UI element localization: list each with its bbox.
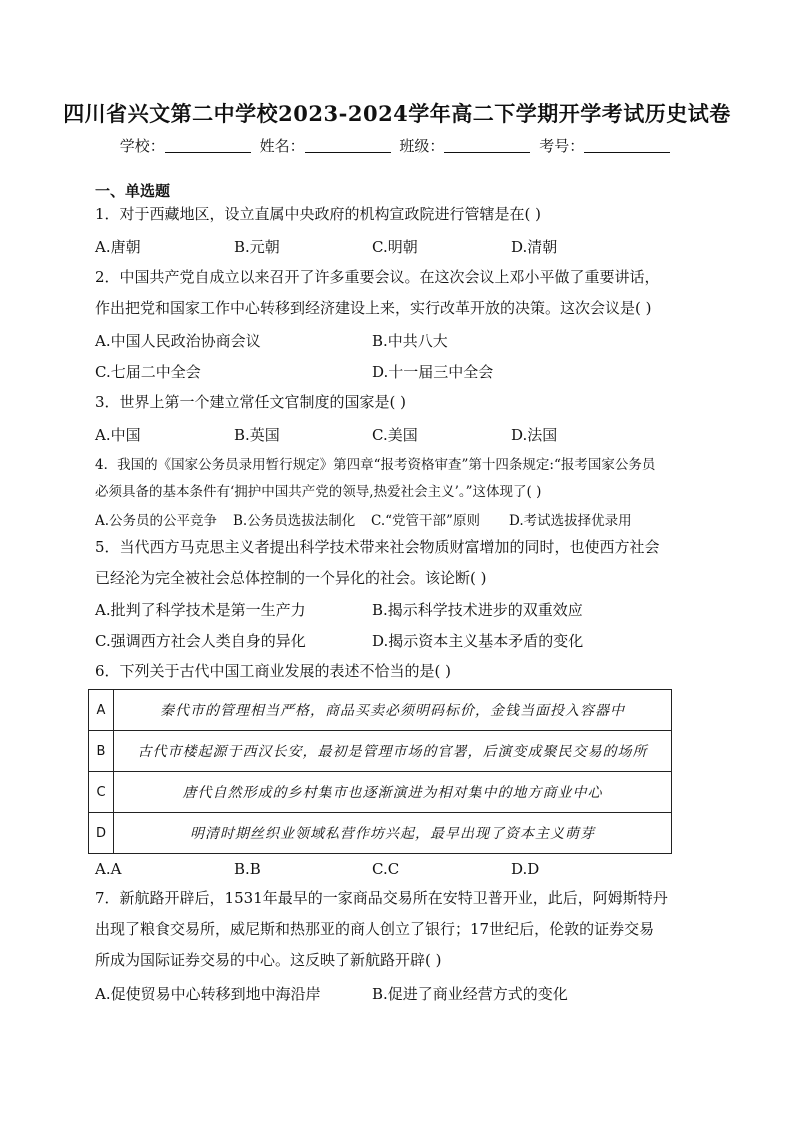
q3-option-b[interactable]: B.英国 [234,426,280,444]
q6-option-a[interactable]: A.A [95,860,122,878]
table-row-label: D [89,813,114,854]
exam-number-label: 考号： [539,137,585,155]
q4-option-a[interactable]: A.公务员的公平竞争 [95,513,218,529]
table-row [89,772,672,813]
question-7-stem-line-3: 所成为国际证券交易的中心。这反映了新航路开辟( ) [95,951,442,969]
school-label: 学校： [119,137,165,155]
table-row-text: 古代市楼起源于西汉长安，最初是管理市场的官署，后演变成聚民交易的场所 [114,731,672,772]
q3-option-c[interactable]: C.美国 [372,426,418,444]
name-blank[interactable] [305,138,391,153]
question-4-stem-line-1: 4．我国的《国家公务员录用暂行规定》第四章“报考资格审查”第十四条规定:“报考国家公务员 [95,457,656,473]
q4-option-c[interactable]: C.“党管干部”原则 [371,513,480,529]
table-row [89,813,672,854]
question-7-stem-line-2: 出现了粮食交易所，威尼斯和热那亚的商人创立了银行；17世纪后，伦敦的证券交易 [95,920,655,938]
q3-option-d[interactable]: D.法国 [511,426,558,444]
table-row [89,690,672,731]
q6-option-b[interactable]: B.B [234,860,261,878]
q5-option-c[interactable]: C.强调西方社会人类自身的异化 [95,632,306,650]
q2-option-d[interactable]: D.十一届三中全会 [372,363,494,381]
question-5-stem-line-2: 已经沦为完全被社会总体控制的一个异化的社会。该论断( ) [95,569,487,587]
q2-option-a[interactable]: A.中国人民政治协商会议 [95,332,261,350]
q2-option-b[interactable]: B.中共八大 [372,332,448,350]
q4-option-b[interactable]: B.公务员选拔法制化 [233,513,356,529]
school-blank[interactable] [165,138,251,153]
table-row-text: 明清时期丝织业领域私营作坊兴起，最早出现了资本主义萌芽 [114,813,672,854]
question-3-stem: 3．世界上第一个建立常任文官制度的国家是( ) [95,393,407,411]
question-2-stem-line-1: 2．中国共产党自成立以来召开了许多重要会议。在这次会议上邓小平做了重要讲话， [95,268,660,286]
table-row-text: 秦代市的管理相当严格，商品买卖必须明码标价，金钱当面投入容器中 [114,690,672,731]
table-row [89,731,672,772]
q1-option-d[interactable]: D.清朝 [511,238,558,256]
q3-option-a[interactable]: A.中国 [95,426,141,444]
q1-option-b[interactable]: B.元朝 [234,238,280,256]
question-4-stem-line-2: 必须具备的基本条件有‘拥护中国共产党的领导,热爱社会主义’。”这体现了( ) [95,484,542,500]
q2-option-c[interactable]: C.七届二中全会 [95,363,201,381]
table-row-text: 唐代自然形成的乡村集市也逐渐演进为相对集中的地方商业中心 [114,772,672,813]
student-info-line [0,135,794,156]
question-6-stem: 6．下列关于古代中国工商业发展的表述不恰当的是( ) [95,662,452,680]
table-row-label: A [89,690,114,731]
exam-number-blank[interactable] [584,138,670,153]
q5-option-a[interactable]: A.批判了科学技术是第一生产力 [95,601,306,619]
q5-option-d[interactable]: D.揭示资本主义基本矛盾的变化 [372,632,584,650]
page-title: 四川省兴文第二中学校2023-2024学年高二下学期开学考试历史试卷 [63,101,731,126]
q7-option-a[interactable]: A.促使贸易中心转移到地中海沿岸 [95,985,321,1003]
q1-option-a[interactable]: A.唐朝 [95,238,141,256]
class-blank[interactable] [444,138,530,153]
table-row-label: C [89,772,114,813]
q7-option-b[interactable]: B.促进了商业经营方式的变化 [372,985,568,1003]
question-2-stem-line-2: 作出把党和国家工作中心转移到经济建设上来，实行改革开放的决策。这次会议是( ) [95,299,652,317]
name-label: 姓名： [259,137,305,155]
question-7-stem-line-1: 7．新航路开辟后，1531年最早的一家商品交易所在安特卫普开业，此后，阿姆斯特丹 [95,889,668,907]
question-5-stem-line-1: 5．当代西方马克思主义者提出科学技术带来社会物质财富增加的同时，也使西方社会 [95,538,660,556]
question-1-stem: 1．对于西藏地区，设立直属中央政府的机构宣政院进行管辖是在( ) [95,205,542,223]
q6-statement-table [88,689,672,854]
table-row-label: B [89,731,114,772]
class-label: 班级： [399,137,445,155]
q6-option-c[interactable]: C.C [372,860,400,878]
q1-option-c[interactable]: C.明朝 [372,238,418,256]
q6-option-d[interactable]: D.D [511,860,540,878]
q4-option-d[interactable]: D.考试选拔择优录用 [509,513,632,529]
q5-option-b[interactable]: B.揭示科学技术进步的双重效应 [372,601,583,619]
section-title: 一、单选题 [95,182,171,200]
